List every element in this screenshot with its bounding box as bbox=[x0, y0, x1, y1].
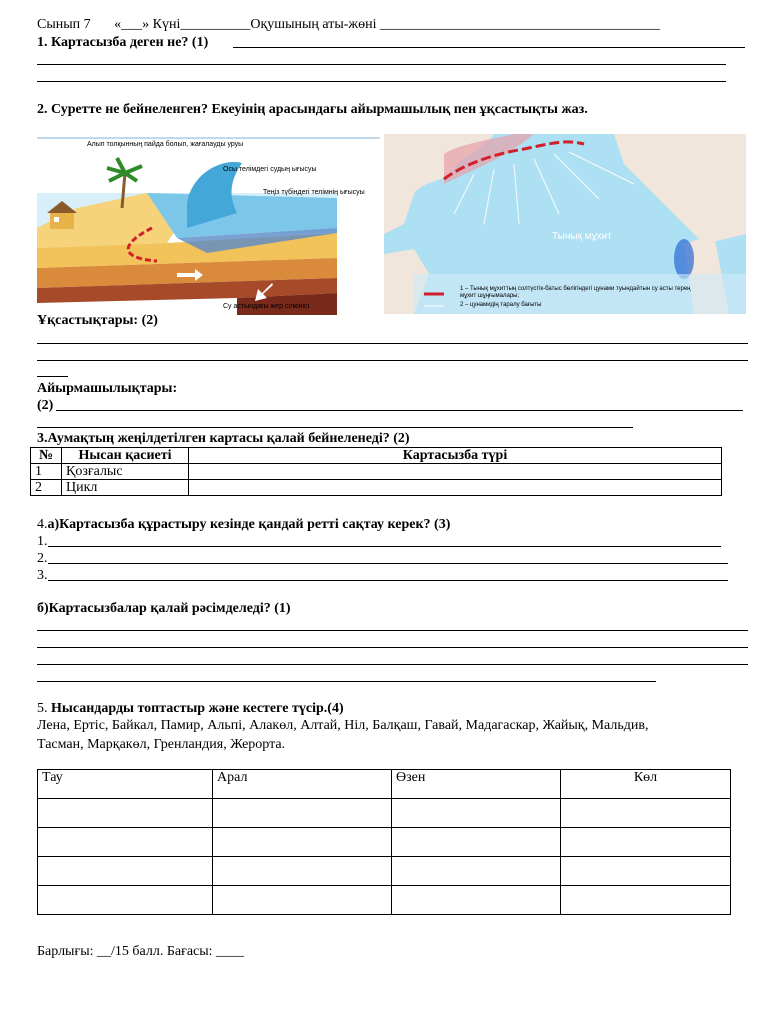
q3-header-type: Картасызба түрі bbox=[189, 448, 722, 464]
q5-cell[interactable] bbox=[392, 886, 561, 915]
q4b-answer-line-2[interactable] bbox=[37, 647, 748, 648]
q3-header-num: № bbox=[31, 448, 62, 464]
q3-table bbox=[30, 447, 722, 496]
similarities-line-3[interactable] bbox=[37, 376, 68, 377]
table-row bbox=[31, 464, 722, 480]
q5-cell[interactable] bbox=[213, 799, 392, 828]
q5-cell[interactable] bbox=[561, 886, 731, 915]
fig2-legend-1: 1 – Тынық мұхиттың солтүстік-батыс бөлігіндегі цунами туындайтын су асты терең мұхит шұңғымалары; bbox=[460, 286, 691, 299]
differences-line-2[interactable] bbox=[37, 427, 633, 428]
similarities-line-1[interactable] bbox=[37, 343, 748, 344]
date-blank: ___ bbox=[121, 17, 143, 32]
q5-header-island: Арал bbox=[213, 770, 392, 799]
q5-cell[interactable] bbox=[38, 799, 213, 828]
q1-answer-line-2[interactable] bbox=[37, 81, 726, 82]
table-row bbox=[38, 799, 731, 828]
q5-cell[interactable] bbox=[561, 857, 731, 886]
q3-row1-property: Қозғалыс bbox=[62, 464, 189, 480]
fig2-ocean-label: Тынық мұхит bbox=[552, 231, 612, 242]
q5-words-line-2: Тасман, Марқакөл, Гренландия, Жерорта. bbox=[37, 737, 286, 752]
q3-row2-property: Цикл bbox=[62, 480, 189, 496]
q5-table bbox=[37, 769, 731, 915]
table-row bbox=[38, 857, 731, 886]
footer-total: Барлығы: __/15 балл. Бағасы: ____ bbox=[37, 944, 245, 959]
q4a-answer-line-2[interactable] bbox=[48, 563, 728, 564]
q5-header-lake: Көл bbox=[561, 770, 731, 799]
q2-text: 2. Суретте не бейнеленген? Екеуінің арасындағы айырмашылық пен ұқсастықты жаз. bbox=[37, 102, 588, 117]
fig1-label-wave: Алып толқынның пайда болып, жағалауды уруы bbox=[87, 141, 244, 148]
q5-words-line-1: Лена, Ертіс, Байкал, Памир, Альпі, Алакөл, Алтай, Ніл, Балқаш, Гавай, Мадагаскар, Жайық, Мальдив, bbox=[37, 718, 649, 733]
q4a-answer-line-3[interactable] bbox=[48, 580, 728, 581]
q3-row2-answer[interactable] bbox=[189, 480, 722, 496]
name-label: Оқушының аты-жөні bbox=[250, 17, 377, 32]
q5-cell[interactable] bbox=[392, 857, 561, 886]
q5-cell[interactable] bbox=[561, 799, 731, 828]
date-line: __________ bbox=[180, 17, 251, 32]
q5-number: 5. bbox=[37, 701, 51, 716]
table-row bbox=[31, 480, 722, 496]
q3-row2-num: 2 bbox=[31, 480, 62, 496]
q4b-answer-line-1[interactable] bbox=[37, 630, 748, 631]
differences-label: Айырмашылықтары: bbox=[37, 381, 178, 396]
q4a-answer-line-1[interactable] bbox=[48, 546, 721, 547]
q1-answer-line-0[interactable] bbox=[233, 47, 745, 48]
date-label: » Күні bbox=[142, 17, 181, 32]
q4b-answer-line-3[interactable] bbox=[37, 664, 748, 665]
similarities-label: Ұқсастықтары: (2) bbox=[37, 313, 158, 328]
header-line bbox=[37, 17, 660, 33]
q4-prefix: 4. bbox=[37, 517, 48, 532]
class-label: Сынып 7 bbox=[37, 17, 91, 32]
name-line: ________________________________________ bbox=[379, 17, 660, 32]
q1-answer-line-1[interactable] bbox=[37, 64, 726, 65]
q4a-item-1: 1. bbox=[37, 534, 48, 549]
q5-header-mountain: Тау bbox=[38, 770, 213, 799]
q4b-text: б)Картасызбалар қалай рәсімделеді? (1) bbox=[37, 601, 291, 616]
q1-text: 1. Картасызба деген не? (1) bbox=[37, 35, 209, 50]
pacific-map-figure bbox=[384, 134, 746, 314]
differences-points: (2) bbox=[37, 398, 54, 413]
similarities-line-2[interactable] bbox=[37, 360, 748, 361]
q5-cell[interactable] bbox=[392, 828, 561, 857]
table-row bbox=[38, 886, 731, 915]
differences-line-1[interactable] bbox=[56, 410, 743, 411]
fig1-label-seafloor: Теңіз түбіндегі телімнің ығысуы bbox=[263, 189, 365, 196]
q5-cell[interactable] bbox=[213, 886, 392, 915]
q5-cell[interactable] bbox=[38, 886, 213, 915]
fig2-legend-2: 2 – цунамидің таралу бағыты bbox=[460, 302, 542, 308]
q5-line bbox=[37, 701, 344, 717]
q4a-line bbox=[37, 517, 450, 533]
table-row bbox=[38, 828, 731, 857]
q5-cell[interactable] bbox=[213, 857, 392, 886]
q5-cell[interactable] bbox=[38, 828, 213, 857]
q5-header-river: Өзен bbox=[392, 770, 561, 799]
q3-text: 3.Аумақтың жеңілдетілген картасы қалай бейнеленеді? (2) bbox=[37, 431, 410, 446]
q4a-item-2: 2. bbox=[37, 551, 48, 566]
q4a-item-3: 3. bbox=[37, 568, 48, 583]
q5-cell[interactable] bbox=[213, 828, 392, 857]
q3-row1-answer[interactable] bbox=[189, 464, 722, 480]
tsunami-cross-section-figure bbox=[37, 133, 380, 315]
q5-cell[interactable] bbox=[392, 799, 561, 828]
q4a-text: а)Картасызба құрастыру кезінде қандай ретті сақтау керек? (3) bbox=[47, 517, 451, 532]
date-open: « bbox=[114, 17, 122, 32]
q4b-answer-line-4[interactable] bbox=[37, 681, 656, 682]
q5-cell[interactable] bbox=[38, 857, 213, 886]
fig1-label-ocean-water: Осы телімдегі судың ығысуы bbox=[223, 166, 317, 173]
q3-header-property: Нысан қасиеті bbox=[62, 448, 189, 464]
fig1-label-quake: Су астындағы жер сілкінісі bbox=[223, 303, 310, 310]
q3-row1-num: 1 bbox=[31, 464, 62, 480]
q5-text: Нысандарды топтастыр және кестеге түсір.(4) bbox=[51, 701, 344, 716]
q5-cell[interactable] bbox=[561, 828, 731, 857]
